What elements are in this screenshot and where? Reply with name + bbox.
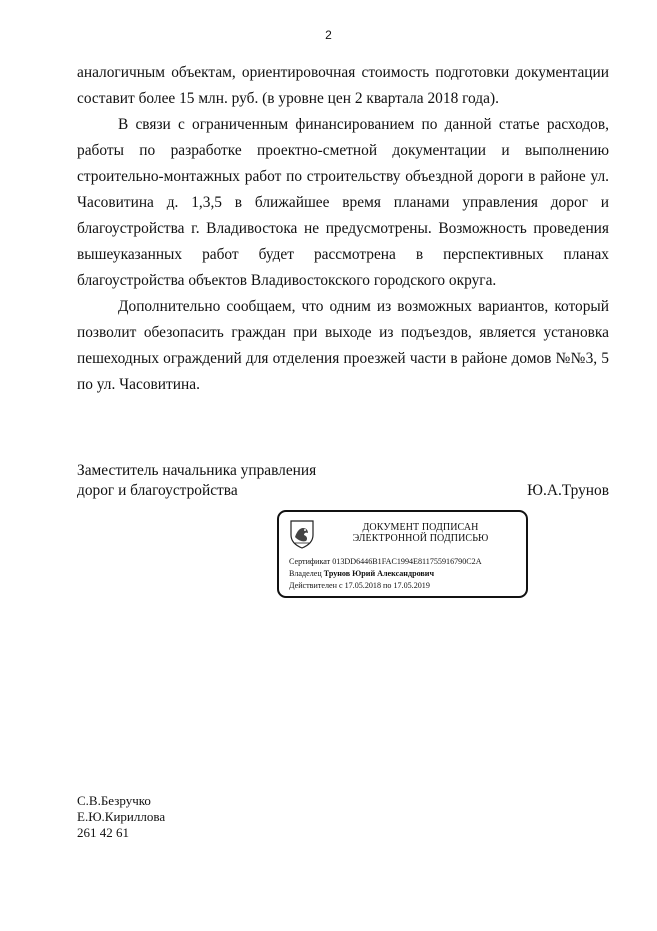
certificate-label: Сертификат xyxy=(289,557,331,566)
stamp-title-line1: ДОКУМЕНТ ПОДПИСАН xyxy=(362,522,479,533)
signatory-name: Ю.А.Трунов xyxy=(527,482,609,499)
stamp-certificate xyxy=(289,557,482,566)
owner-value: Трунов Юрий Александрович xyxy=(323,569,435,578)
valid-to-prefix: по xyxy=(383,581,392,590)
stamp-validity xyxy=(289,581,430,590)
signatory-position-line1: Заместитель начальника управления xyxy=(77,462,317,479)
executor-footer xyxy=(77,793,165,841)
valid-from-prefix: с xyxy=(338,581,343,590)
electronic-signature-stamp xyxy=(277,510,528,598)
page-number: 2 xyxy=(325,28,332,42)
stamp-title-line2: ЭЛЕКТРОННОЙ ПОДПИСЬЮ xyxy=(352,533,489,544)
signatory-position-line2: дорог и благоустройства xyxy=(77,482,238,499)
certificate-value: 013DD6446B1FAC1994E811755916790C2A xyxy=(332,557,482,566)
letter-body xyxy=(77,60,609,398)
coat-of-arms-icon xyxy=(289,519,315,549)
valid-label: Действителен xyxy=(289,581,337,590)
paragraph-continuation: аналогичным объектам, ориентировочная стоимость подготовки документации составит более 15 млн. руб. (в уровне цен 2 квартала 2018 года). xyxy=(77,64,609,107)
executor-name-2: Е.Ю.Кириллова xyxy=(77,809,166,824)
paragraph-additional: Дополнительно сообщаем, что одним из возможных вариантов, который позволит обезопасить граждан при выходе из подъездов, является установка пешеходных ограждений для отделения проезжей части в районе домов №№3, 5 по ул. Часовитина. xyxy=(77,298,609,393)
owner-label: Владелец xyxy=(289,569,322,578)
valid-from: 17.05.2018 xyxy=(344,581,381,590)
stamp-title xyxy=(323,522,518,544)
paragraph-funding: В связи с ограниченным финансированием по данной статье расходов, работы по разработке проектно-сметной документации и выполнению строительно-монтажных работ по строительству объездной дороги в районе ул. Часовитина д. 1,3,5 в ближайшее время планами управления дорог и благоустройства г. Владивостока не предусмотрены. Возможность проведения вышеуказанных работ будет рассмотрена в перспективных планах благоустройства объектов Владивостокского городского округа. xyxy=(77,116,609,289)
valid-to: 17.05.2019 xyxy=(393,581,430,590)
executor-phone: 261 42 61 xyxy=(77,825,129,840)
executor-name-1: С.В.Безручко xyxy=(77,793,151,808)
signature-block xyxy=(77,461,609,501)
stamp-owner xyxy=(289,569,434,578)
